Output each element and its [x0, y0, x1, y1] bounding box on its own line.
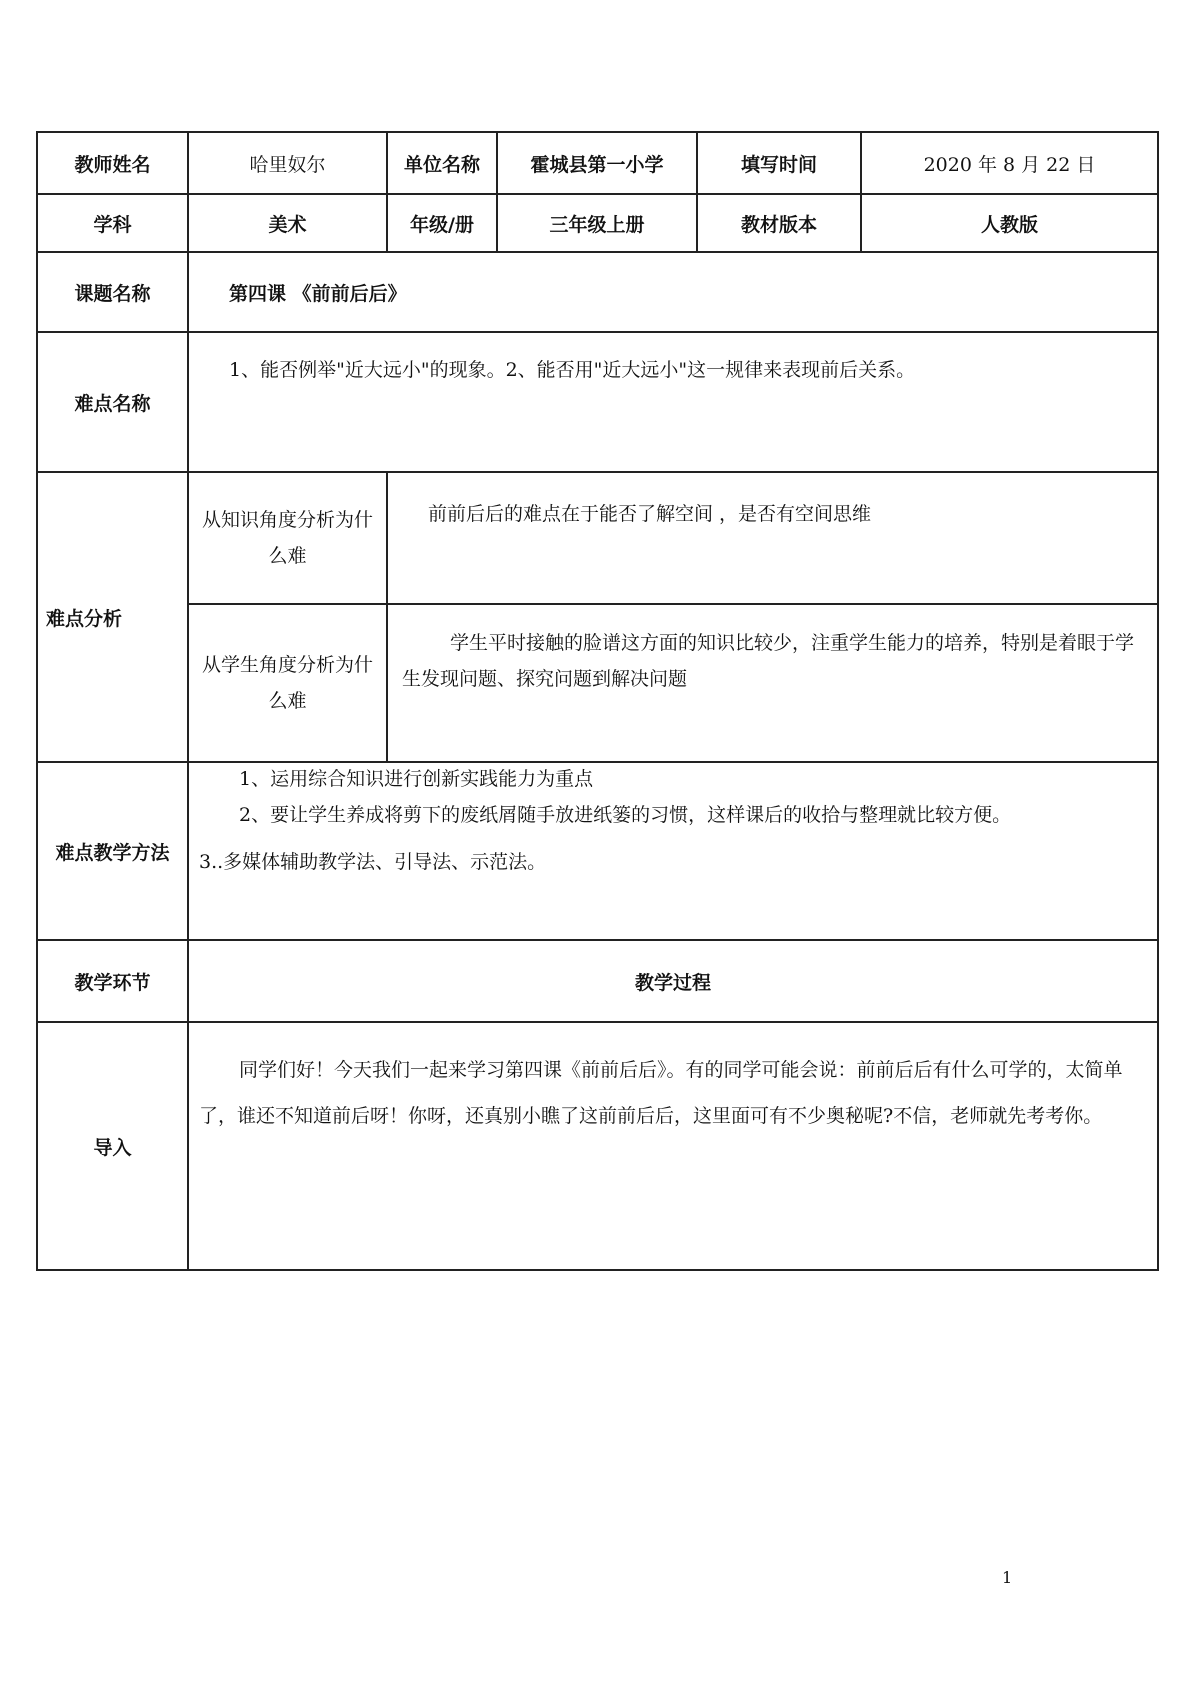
subject-value: 美术	[188, 194, 387, 252]
grade-label: 年级/册	[387, 194, 497, 252]
unit-name: 霍城县第一小学	[497, 132, 697, 194]
intro-text: 同学们好！今天我们一起来学习第四课《前前后后》。有的同学可能会说：前前后后有什么可学的，太简单了，谁还不知道前后呀！你呀，还真别小瞧了这前前后后，这里面可有不少奥秘呢?不信，老师就先考考你。	[188, 1022, 1158, 1270]
phase-label: 教学环节	[37, 940, 188, 1022]
method-label: 难点教学方法	[37, 762, 188, 940]
lesson-plan-table	[36, 131, 1159, 1271]
lesson-title: 第四课 《前前后后》	[188, 252, 1158, 332]
difficulty-label: 难点名称	[37, 332, 188, 472]
teacher-name: 哈里奴尔	[188, 132, 387, 194]
date-value: 2020 年 8 月 22 日	[861, 132, 1158, 194]
unit-label: 单位名称	[387, 132, 497, 194]
header-row-subject	[37, 194, 1158, 252]
date-label: 填写时间	[697, 132, 861, 194]
method-row	[37, 762, 1158, 940]
teacher-label: 教师姓名	[37, 132, 188, 194]
difficulty-row	[37, 332, 1158, 472]
lesson-plan-sheet	[36, 131, 1157, 1271]
lesson-label: 课题名称	[37, 252, 188, 332]
student-text: 学生平时接触的脸谱这方面的知识比较少，注重学生能力的培养，特别是着眼于学生发现问题、探究问题到解决问题	[387, 604, 1158, 762]
knowledge-text: 前前后后的难点在于能否了解空间 ，是否有空间思维	[387, 472, 1158, 604]
grade-value: 三年级上册	[497, 194, 697, 252]
lesson-row	[37, 252, 1158, 332]
analysis-row-student	[37, 604, 1158, 762]
student-label: 从学生角度分析为什么难	[188, 604, 387, 762]
method-line-2: 2、要让学生养成将剪下的废纸屑随手放进纸篓的习惯，这样课后的收拾与整理就比较方便。	[239, 804, 1012, 826]
intro-label: 导入	[37, 1022, 188, 1270]
edition-label: 教材版本	[697, 194, 861, 252]
method-cell	[188, 762, 1158, 940]
analysis-label: 难点分析	[37, 472, 188, 762]
header-row-teacher	[37, 132, 1158, 194]
phase-header-row	[37, 940, 1158, 1022]
page-number: 1	[1002, 1568, 1013, 1587]
knowledge-label: 从知识角度分析为什么难	[188, 472, 387, 604]
process-label: 教学过程	[188, 940, 1158, 1022]
subject-label: 学科	[37, 194, 188, 252]
intro-row	[37, 1022, 1158, 1270]
analysis-row-knowledge	[37, 472, 1158, 604]
edition-value: 人教版	[861, 194, 1158, 252]
difficulty-text: 1、能否例举"近大远小"的现象。2、能否用"近大远小"这一规律来表现前后关系。	[188, 332, 1158, 472]
method-line-3: 3..多媒体辅助教学法、引导法、示范法。	[199, 851, 547, 873]
method-line-1: 1、运用综合知识进行创新实践能力为重点	[239, 768, 594, 790]
